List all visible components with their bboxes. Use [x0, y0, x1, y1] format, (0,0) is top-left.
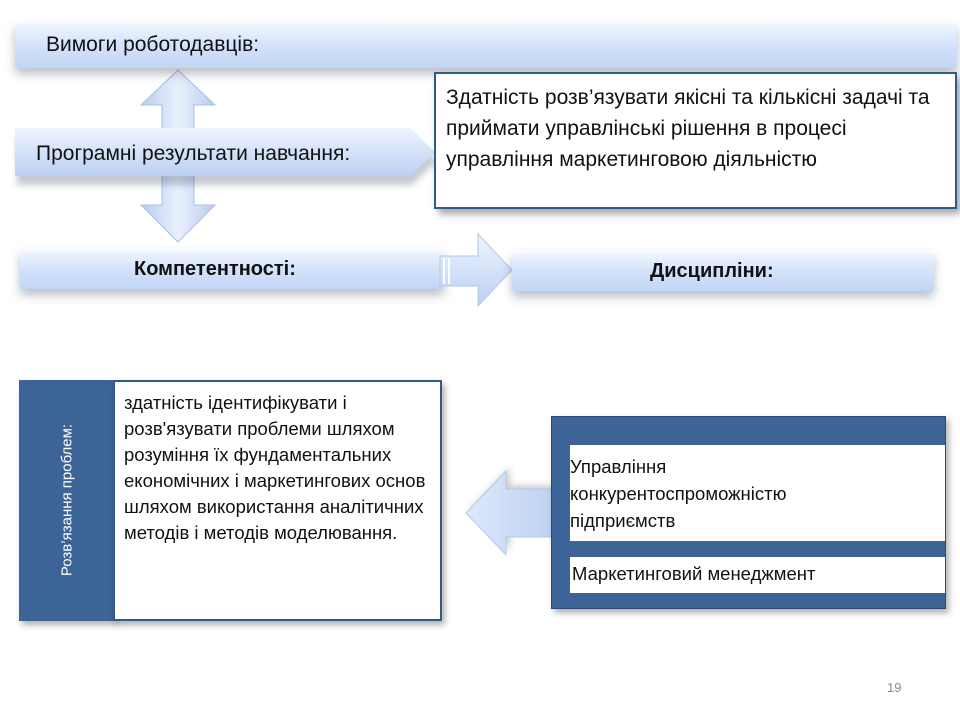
discipline-item-label: Управління конкурентоспроможністю підприємств	[570, 456, 787, 531]
employer-requirements-label: Вимоги роботодавців:	[46, 33, 260, 56]
competency-text: здатність ідентифікувати і розв'язувати проблеми шляхом розуміння їх фундаментальних економічних і маркетингових основ шляхом використання аналітичних методів і методів моделювання.	[124, 392, 426, 543]
disciplines-panel	[551, 416, 946, 609]
competencies-label: Компетентності:	[134, 258, 296, 280]
page-number: 19	[887, 680, 902, 695]
discipline-item	[570, 445, 945, 541]
disciplines-label: Дисципліни:	[650, 260, 774, 282]
discipline-item	[570, 557, 945, 593]
program-result-text: Здатність розв’язувати якісні та кількісні задачі та приймати управлінські рішення в процесі управління маркетинговою діяльністю	[446, 86, 930, 171]
problem-solving-label: Розв’язання проблем:	[58, 423, 76, 577]
program-results-label: Програмні результати навчання:	[36, 142, 351, 165]
discipline-item-label: Маркетинговий менеджмент	[572, 563, 816, 584]
